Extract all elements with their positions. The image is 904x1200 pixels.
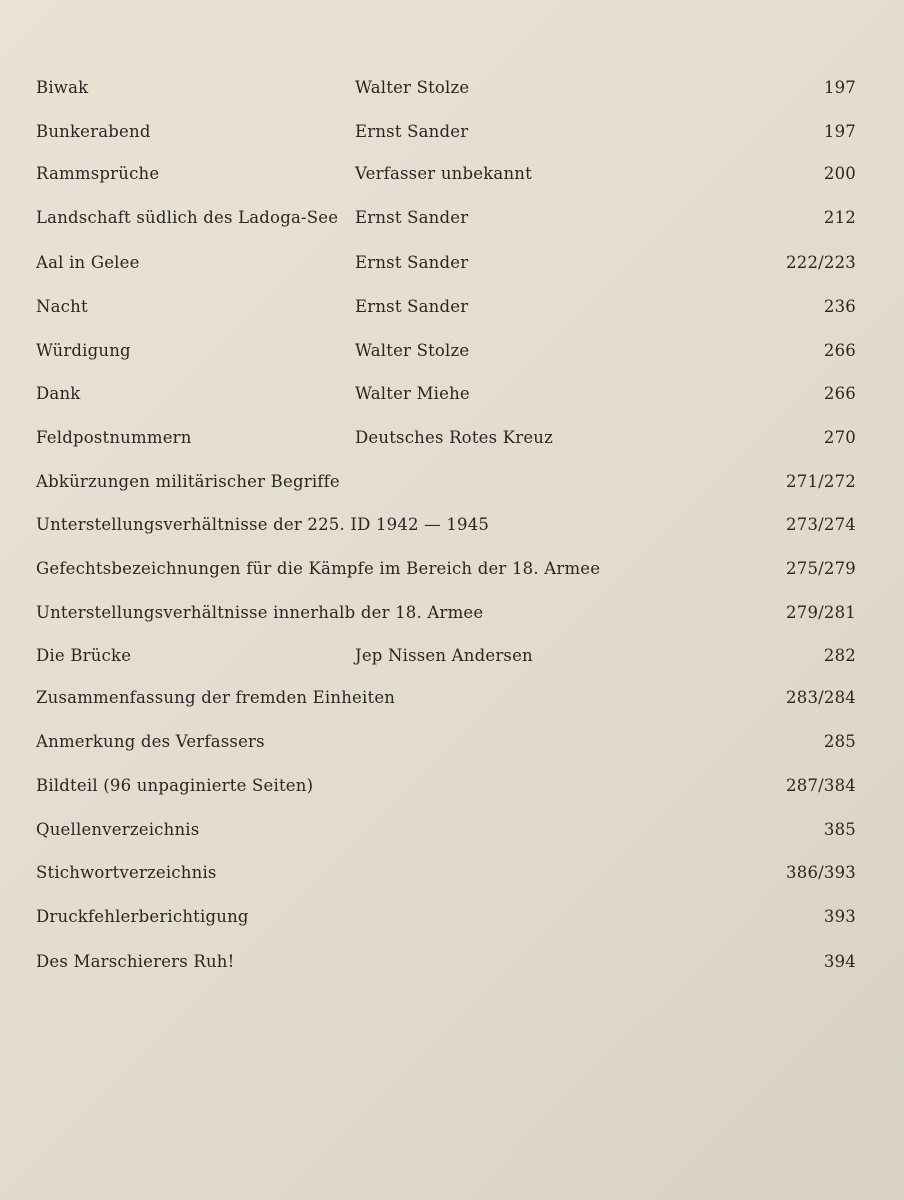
toc-entry-title: Unterstellungsverhältnisse der 225. ID 1942 — 1945 <box>36 515 490 534</box>
toc-entry-pages: 197 <box>823 122 856 141</box>
toc-entry-pages: 273/274 <box>786 515 856 534</box>
toc-entry-title: Dank <box>36 384 81 403</box>
toc-entry-title: Bunkerabend <box>36 122 151 141</box>
toc-entry <box>0 859 904 887</box>
toc-entry <box>0 293 904 321</box>
toc-entry-title: Rammsprüche <box>36 164 160 183</box>
toc-entry <box>0 816 904 844</box>
toc-entry-title: Gefechtsbezeichnungen für die Kämpfe im Bereich der 18. Armee <box>36 559 601 578</box>
toc-entry-author: Deutsches Rotes Kreuz <box>355 428 554 447</box>
toc-entry <box>0 903 904 931</box>
toc-entry-pages: 275/279 <box>786 559 856 578</box>
toc-entry <box>0 337 904 365</box>
toc-entry-title: Anmerkung des Verfassers <box>36 732 265 751</box>
toc-entry-author: Verfasser unbekannt <box>355 164 532 183</box>
toc-entry <box>0 728 904 756</box>
toc-entry-title: Landschaft südlich des Ladoga-See <box>36 208 339 227</box>
toc-entry-pages: 270 <box>823 428 856 447</box>
toc-entry-pages: 394 <box>823 952 856 971</box>
toc-entry-author: Walter Stolze <box>355 341 470 360</box>
toc-entry-pages: 212 <box>823 208 856 227</box>
toc-entry-title: Feldpostnummern <box>36 428 192 447</box>
toc-entry-pages: 393 <box>823 907 856 926</box>
toc-entry-title: Abkürzungen militärischer Begriffe <box>36 472 340 491</box>
toc-entry <box>0 511 904 539</box>
toc-entry <box>0 118 904 146</box>
toc-entry-author: Ernst Sander <box>355 253 469 272</box>
toc-entry-pages: 197 <box>823 78 856 97</box>
toc-entry-title: Die Brücke <box>36 646 132 665</box>
toc-entry <box>0 684 904 712</box>
toc-entry-pages: 266 <box>823 341 856 360</box>
toc-entry-pages: 271/272 <box>786 472 856 491</box>
toc-entry <box>0 204 904 232</box>
toc-entry <box>0 555 904 583</box>
toc-entry-title: Bildteil (96 unpaginierte Seiten) <box>36 776 314 795</box>
toc-entry <box>0 468 904 496</box>
toc-entry-title: Aal in Gelee <box>36 253 140 272</box>
toc-entry-title: Unterstellungsverhältnisse innerhalb der 18. Armee <box>36 603 484 622</box>
toc-entry <box>0 599 904 627</box>
toc-entry-title: Biwak <box>36 78 89 97</box>
toc-entry-author: Ernst Sander <box>355 122 469 141</box>
toc-entry-pages: 283/284 <box>786 688 856 707</box>
toc-entry-pages: 266 <box>823 384 856 403</box>
toc-entry-pages: 279/281 <box>786 603 856 622</box>
toc-entry-title: Druckfehlerberichtigung <box>36 907 249 926</box>
toc-entry-pages: 282 <box>823 646 856 665</box>
toc-entry-pages: 285 <box>823 732 856 751</box>
toc-entry-pages: 222/223 <box>786 253 856 272</box>
toc-entry-title: Stichwortverzeichnis <box>36 863 217 882</box>
toc-entry <box>0 249 904 277</box>
toc-entry-title: Quellenverzeichnis <box>36 820 200 839</box>
toc-entry-pages: 287/384 <box>786 776 856 795</box>
toc-entry-author: Ernst Sander <box>355 208 469 227</box>
toc-entry <box>0 948 904 976</box>
toc-entry-pages: 236 <box>823 297 856 316</box>
toc-entry-title: Zusammenfassung der fremden Einheiten <box>36 688 396 707</box>
toc-entry-author: Ernst Sander <box>355 297 469 316</box>
toc-entry-pages: 385 <box>823 820 856 839</box>
toc-entry-title: Nacht <box>36 297 88 316</box>
toc-entry <box>0 160 904 188</box>
toc-entry-title: Des Marschierers Ruh! <box>36 952 235 971</box>
toc-entry <box>0 424 904 452</box>
toc-entry-author: Walter Miehe <box>355 384 470 403</box>
toc-entry <box>0 380 904 408</box>
toc-entry <box>0 74 904 102</box>
toc-entry-author: Walter Stolze <box>355 78 470 97</box>
toc-entry-author: Jep Nissen Andersen <box>355 646 533 665</box>
toc-entry-title: Würdigung <box>36 341 131 360</box>
toc-entry-pages: 386/393 <box>786 863 856 882</box>
toc-entry <box>0 772 904 800</box>
toc-entry-pages: 200 <box>823 164 856 183</box>
toc-entry <box>0 642 904 670</box>
